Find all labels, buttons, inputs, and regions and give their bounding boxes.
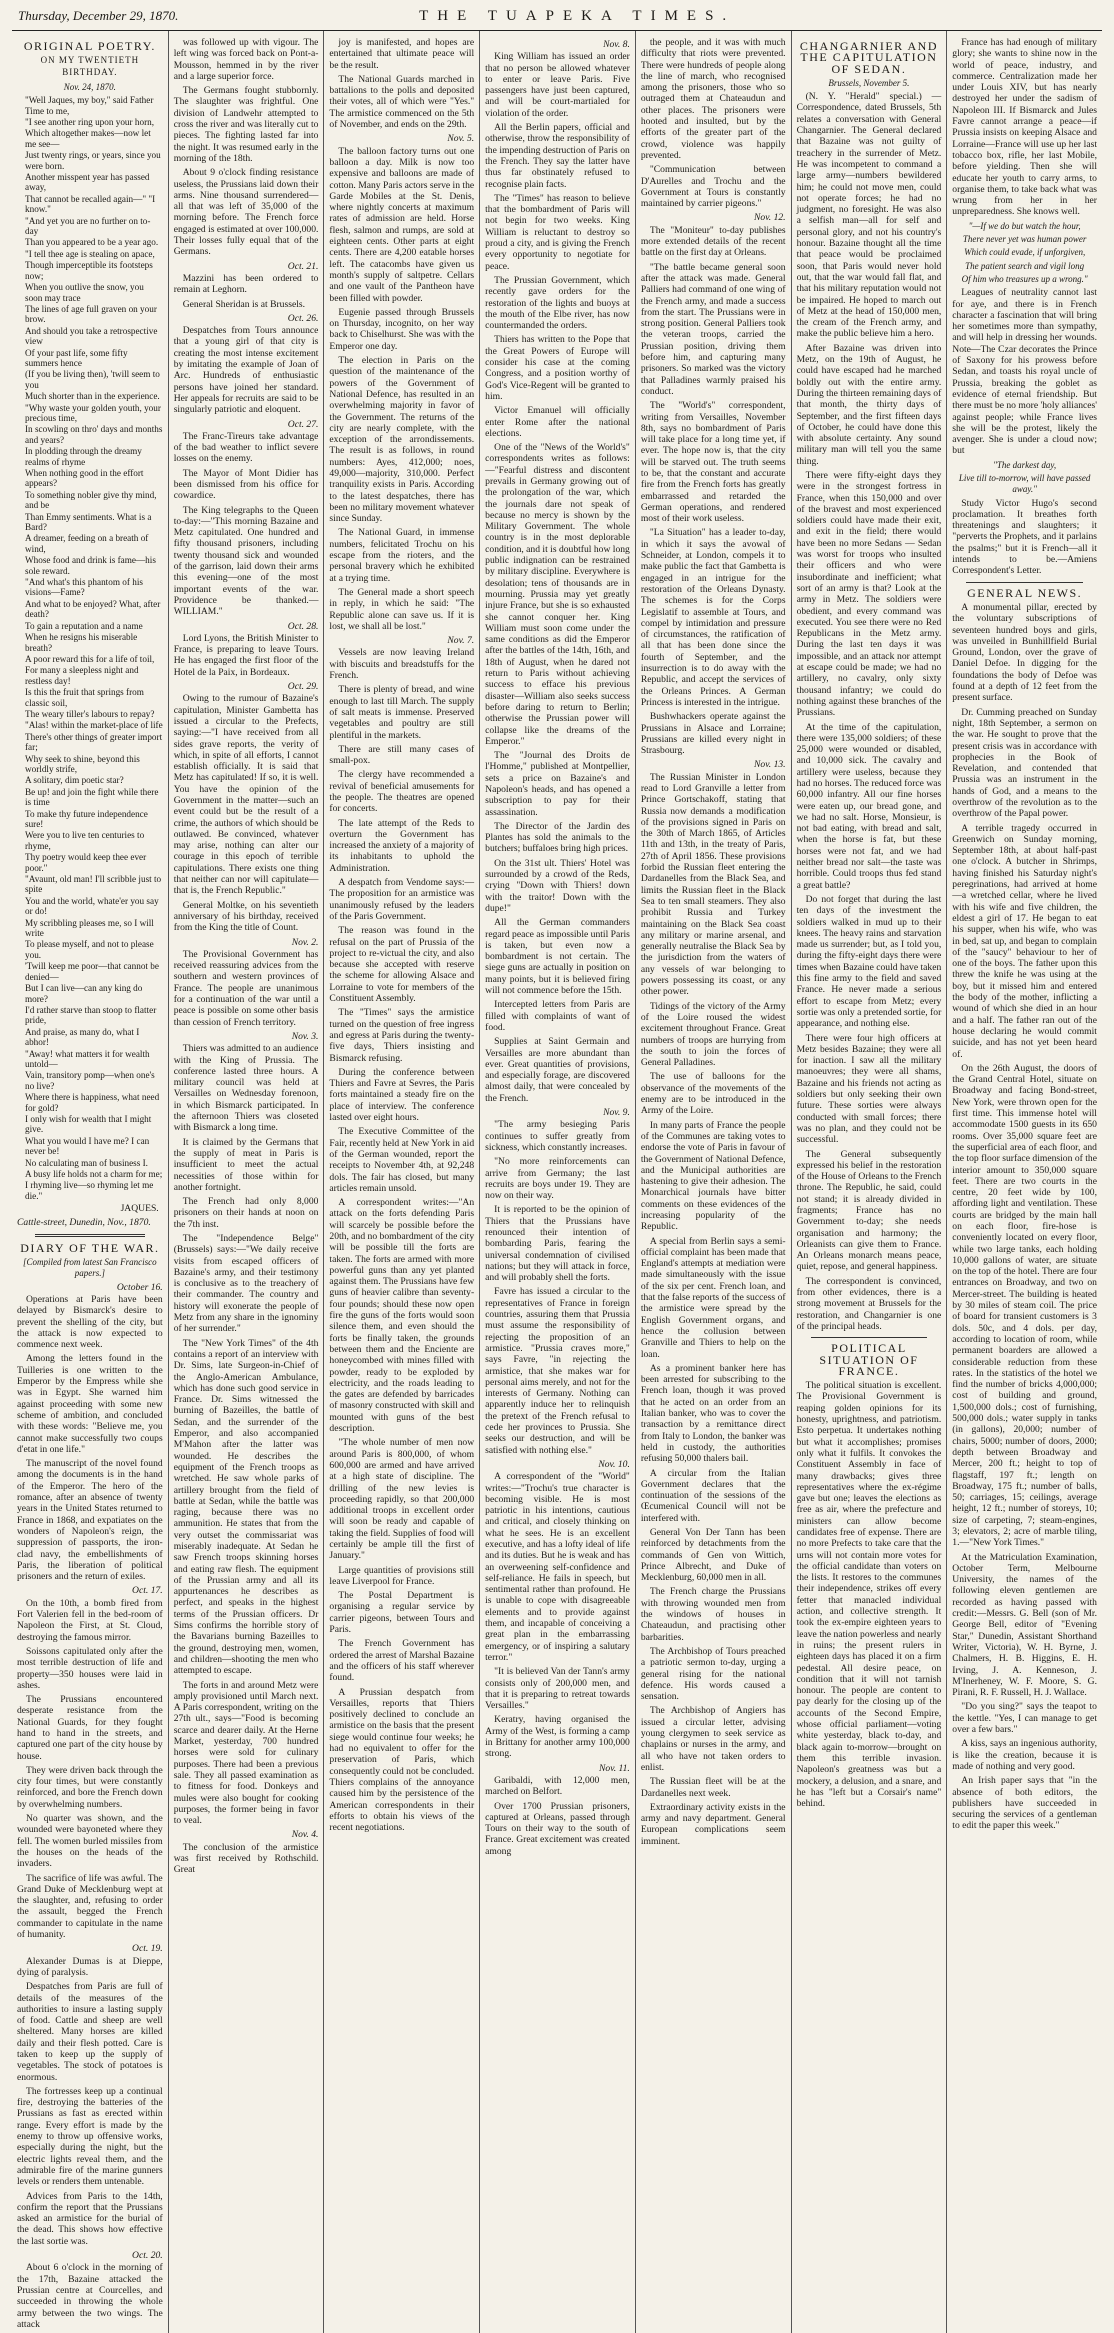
- article-paragraph: As a prominent banker here has been arrested for subscribing to the French loan, though it was proved that he acted on an order from an Italian banker, who was to cover the transaction by a remittance direct from Italy to London, the banker was held in custody, the authorities refusing 50,000 thalers bail.: [640, 1362, 786, 1465]
- article-paragraph: Tidings of the victory of the Army of the Loire roused the widest excitement throughout France. Great numbers of troops are hurrying from the south to join the forces of General Palladines.: [640, 1000, 786, 1069]
- poem-line: To make thy future independence sure!: [25, 808, 148, 829]
- changarnier-body: [797, 91, 942, 1332]
- poem-body: [17, 95, 163, 1201]
- poem-line: My scribbling pleases me, so I will write: [25, 917, 154, 939]
- poem-line: "Well Jaques, my boy," said Father Time to me,: [25, 95, 154, 116]
- article-paragraph: "The battle became general soon after the attack was made. General Palliers had command of one wing of the French army, and made a success from the start. The Prussians were in strong position. General Palliers took the veteran troops, carried the Prussian position, driving them before him, and capturing many prisoners. So marked was the victory that Palladines warmly praised his conduct.: [640, 261, 786, 397]
- article-paragraph: The Executive Committee of the Fair, recently held at New York in aid of the German wounded, report the receipts to November 4th, at 92,248 dols. The fair has closed, but many articles remain unsold.: [329, 1126, 475, 1194]
- column-3: [323, 31, 479, 2333]
- article-paragraph: A special from Berlin says a semi-official complaint has been made that England's attempts at mediation were made simultaneously with the issue of the six per cent. French loan, and that the false reports of the success of the armistice were spread by the English Government organs, and hence the collusion between Granville and Thiers to help on the loan.: [640, 1235, 786, 1360]
- article-paragraph: Advices from Paris to the 14th, confirm the report that the Prussians asked an armistice for the burial of the dead. This shows how effective the last sortie was.: [17, 2190, 163, 2247]
- article-paragraph: Vessels are now leaving Ireland with biscuits and breadstuffs for the French.: [329, 647, 475, 682]
- article-paragraph: An Irish paper says that "in the absence of both editors, the publishers have succeeded in securing the services of a gentleman to edit the paper this week.": [952, 1775, 1097, 1832]
- article-paragraph: The King telegraphs to the Queen to-day:—"This morning Bazaine and Metz capitulated. One hundred and fifty thousand prisoners, including twenty thousand sick and wounded of the garrison, laid down their arms this evening—one of the most important events of the war. Providence be thanked.—WILLIAM.": [173, 504, 319, 618]
- article-paragraph: The "Independence Belge" (Brussels) says:—"We daily receive visits from escaped officers of Bazaine's army, and their testimony is conclusive as to the treachery of their commander. The country and history will exonerate the people of Metz from any share in the ignominy of her surrender.": [173, 1232, 319, 1335]
- article-paragraph: The Germans fought stubbornly. The slaughter was frightful. One division of Landwehr attempted to cross the river and was literally cut to pieces. The fighting lasted far into the night. It was resumed early in the morning of the 18th.: [173, 85, 319, 164]
- article-paragraph: A circular from the Italian Government declares that the continuation of the sessions of the Œcumenical Council will not be interfered with.: [640, 1467, 786, 1524]
- article-paragraph: Supplies at Saint Germain and Versailles are more abundant than ever. Great quantities of provisions, and especially forage, are discovered almost daily, that were concealed by the French.: [485, 1036, 630, 1104]
- article-paragraph: The Mayor of Mont Didier has been dismissed from his office for cowardice.: [173, 467, 319, 502]
- article-paragraph: France has had enough of military glory; she wants to shine now in the world of peace, industry, and commerce. Centralization made her under Louis XIV, but has nearly destroyed her under the sadism of Napoleon III. If Bismarck and Jules Favre cannot arrange a peace—if Prussia insists on keeping Alsace and Lorraine—France will use up her last tobacco box, rifle, her last Mobile, before yielding. Then she will educate her youth to carry arms, to organise them, to take back what was wrung from her in her unpreparedness. She knows well.: [952, 37, 1097, 218]
- diary-source: [Compiled from latest San Francisco papers.]: [23, 1257, 157, 1279]
- general-news-heading: GENERAL NEWS.: [967, 585, 1083, 600]
- poem-line: I only wish for wealth that I might give.: [25, 1113, 152, 1135]
- article-paragraph: It is claimed by the Germans that the supply of meat in Paris is insufficient to meet the actual necessities of those within for another fortnight.: [173, 1136, 319, 1193]
- article-paragraph: They were driven back through the city four times, but were constantly reinforced, and bore the French down by overwhelming numbers.: [17, 1764, 163, 1810]
- article-paragraph: Mazzini has been ordered to remain at Leghorn.: [173, 272, 319, 296]
- article-paragraph: The "Times" has reason to believe that the bombardment of Paris will not begin for two weeks. King William is reluctant to destroy so proud a city, and is giving the French every opportunity to negotiate for peace.: [485, 192, 630, 272]
- article-paragraph: the people, and it was with much difficulty that riots were prevented. There were hundreds of people along the line of march, who recognised among the prisoners, those who so outraged them at Chateaudun and other places. The prisoners were hooted and insulted, but by the efforts of the greater part of the crowd, violence was happily prevented.: [640, 37, 786, 161]
- poem-line: To please myself, and not to please you.: [25, 939, 154, 960]
- poem-line: "Away! what matters it for wealth untold—: [25, 1048, 150, 1069]
- poem-line: You and the world, whate'er you say or do!: [25, 895, 159, 917]
- article-paragraph: The "Moniteur" to-day publishes more extended details of the recent battle on the first day at Orleans.: [640, 224, 786, 259]
- poem-line: I'd rather starve than stoop to flatter pride,: [25, 1004, 157, 1026]
- poem-line: The lines of age full graven on your brow.: [25, 303, 157, 325]
- article-paragraph: "It is believed Van der Tann's army consists only of 200,000 men, and that it is preparing to retreat towards Versailles.": [485, 1666, 630, 1712]
- article-paragraph: The fortresses keep up a continual fire, destroying the batteries of the Prussians as fast as erected within range. Every effort is made by the enemy to throw up offensive works, especially during the night, but the electric lights reveal them, and the admirable fire of the marine gunners levels or renders them untenable.: [17, 2085, 163, 2188]
- article-paragraph: After Bazaine was driven into Metz, on the 19th of August, he could have escaped had he marched boldly out with the entire army. During the thirteen remaining days of that month, the thirty days of September, and the first fifteen days of October, he could have done this with absolute certainty. Any sound military man will tell you the same thing.: [796, 342, 942, 467]
- poem-line: "Why waste your golden youth, your precious time,: [25, 402, 161, 423]
- poem-line: When you outlive the snow, you soon may trace: [25, 282, 144, 303]
- column-4: [479, 31, 635, 2333]
- poem-place: Cattle-street, Dunedin, Nov., 1870.: [17, 1216, 151, 1228]
- poem-title: ON MY TWENTIETH BIRTHDAY.: [40, 55, 140, 77]
- article-paragraph: Thiers was admitted to an audience with the King of Prussia. The conference lasted three hours. A military council was held at Versailles on Wednesday forenoon, in which Bismarck participated. In the afternoon Thiers was closeted with Bismarck a long time.: [173, 1043, 319, 1134]
- poem-line: A busy life holds not a charm for me;: [25, 1169, 163, 1179]
- article-paragraph: There are still many cases of small-pox.: [329, 743, 475, 767]
- entry-date: Nov. 2.: [291, 936, 319, 948]
- poem-line: Whose food and drink is fame—his sole reward.: [25, 555, 156, 576]
- changarnier-dateline: Brussels, November 5.: [828, 77, 910, 88]
- poem-line: Just twenty rings, or years, since you were born.: [25, 150, 161, 171]
- poem-line: Is this the fruit that springs from classic soil,: [25, 687, 144, 708]
- article-paragraph: The late attempt of the Reds to overturn the Government has increased the anxiety of a majority of its inhabitants to uphold the Administration.: [329, 817, 475, 874]
- poem-line: In plodding through the dreamy realms of rhyme: [25, 446, 142, 467]
- article-paragraph: The balloon factory turns out one balloon a day. Milk is now too expensive and balloons are made of cotton. Many Paris actors serve in the Garde Mobiles at the St. Denis, where nightly concerts at maximum rates of admission are held. Horse flesh, salmon and rumps, are sold at eighteen cents. Other parts at eight cents. There are 4,200 eatable horses left. The catacombs have given us month's supply of saltpetre. Cellars and one vault of the Pantheon have been filled with powder.: [329, 145, 475, 304]
- article-paragraph: About 9 o'clock finding resistance useless, the Prussians laid down their arms. Nine thousand surrendered—all that was left of 35,000 of the morning before. The French force engaged is estimated at over 100,000. Their losses fully equal that of the Germans.: [173, 167, 319, 258]
- poem-line: "Avaunt, old man! I'll scribble just to spite: [25, 874, 162, 895]
- article-paragraph: There were four high officers at Metz besides Bazaine; they were all for inaction. I saw all the military manoeuvres; they were all shams, Bazaine and his friends not acting as soldiers but only seeking their own future. These sorties were always conducted with small forces; there was no plan, and they could not be successful.: [796, 1032, 942, 1146]
- article-paragraph: At the time of the capitulation, there were 135,000 soldiers; of these 25,000 were wounded or disabled, and 10,000 sick. The cavalry and artillery were useless, because they had no horses. The reduced force was 60,000 infantry. All our fine horses were eaten up, our bread gone, and we had no salt. Horse, Monsieur, is not bad eating, with bread and salt, when the horse is fat, but these horses were not fat, and we had neither bread nor salt—the taste was horrible. Could troops thus fed stand a great battle?: [796, 721, 942, 891]
- article-paragraph: During the conference between Thiers and Favre at Sevres, the Paris forts maintained a steady fire on the place of interview. The conference lasted over eight hours.: [329, 1066, 475, 1124]
- article-paragraph: No quarter was shown, and the wounded were bayoneted where they fell. The women burled missiles from the houses on the heads of the invaders.: [17, 1813, 163, 1870]
- article-paragraph: In many parts of France the people of the Communes are taking votes to endorse the vote of Paris in favour of the Government of National Defence, and the Municipal authorities are hastening to give their adhesion. The Monarchical journals have bitter comments on these evidences of the increasing popularity of the Republic.: [640, 1119, 786, 1233]
- poem-line: Were you to live ten centuries to rhyme,: [25, 830, 145, 851]
- poem-line: "I see another ring upon your horn,: [25, 117, 155, 127]
- poem-line: Vain, transitory pomp—when one's no live?: [25, 1070, 155, 1091]
- article-paragraph: The Prussians encountered desperate resistance from the National Guards, for they fought hand to hand in the streets, and captured one part of the city house by house.: [17, 1694, 163, 1762]
- section-divider: [35, 1234, 145, 1237]
- article-paragraph: The Prussian Government, which recently gave orders for the restoration of the lights and buoys at the mouth of the Elbe river, has now countermanded the orders.: [485, 274, 630, 332]
- article-paragraph: Operations at Paris have been delayed by Bismarck's desire to prevent the shelling of the city, but the attack is now expected to commence next week.: [17, 1294, 163, 1351]
- column-7: [946, 31, 1102, 2333]
- article-paragraph: The correspondent is convinced, from other evidences, there is a strong movement at Brussels for the restoration, and Changarnier is one of the principal heads.: [796, 1275, 942, 1332]
- general-news-body: [952, 602, 1097, 1832]
- poem-line: Of your past life, some fifty summers hence: [25, 347, 128, 368]
- article-paragraph: Do not forget that during the last ten days of the investment the soldiers walked in mud up to their knees. The heavy rains and starvation made us surrender; but, as I told you, during the fifty-eight days there were times when Bazaine could have taken this fine army to the field and saved France. He never made a serious effort to escape from Metz; every sortie was only a pretended sortie, for appearance, and nothing else.: [796, 893, 942, 1030]
- quoted-verse: "The darkest day,: [993, 459, 1057, 470]
- changarnier-heading: CHANGARNIER AND THE CAPITULATION OF SEDAN.: [799, 39, 938, 76]
- article-paragraph: There were fifty-eight days they were in the strongest fortress in France, when this 150,000 and over of the bravest and most experienced soldiers could have made their exit, and exit in the field; there would have been no more Sedans — Sedan was worst for troops who insulted their officers and who were insubordinate and inefficient; what sort of an army is that? Look at the army in Metz. The soldiers were obedient, and every command was executed. You see there were no Red Republicans in the Metz army. During the last ten days it was impossible, and an attack nor attempt at escape could be made; we had no artillery, no cavalry, only sixty thousand infantry; we could do nothing against these branches of the Prussians.: [796, 469, 942, 719]
- entry-date: Oct. 27.: [287, 418, 319, 430]
- diary-body-cont: [174, 37, 319, 1876]
- poem-line: But I can live—can any king do more?: [25, 983, 143, 1004]
- article-paragraph: The Archbishop of Angiers has issued a circular letter, advising young clergymen to seek service as chaplains or nurses in the army, and all who have not taken orders to enlist.: [640, 1705, 786, 1773]
- poem-line: And praise, as many do, what I abhor!: [25, 1026, 140, 1048]
- entry-date: Oct. 28.: [287, 620, 319, 632]
- article-paragraph: The Provisional Government has received reassuring advices from the southern and western provinces of France. The people are unanimous for a continuation of the war until a peace is possible on some other basis than cession of French territory.: [173, 948, 319, 1028]
- entry-date: Nov. 5.: [447, 133, 475, 145]
- poem-line: Thy poetry would keep thee ever poor.": [25, 852, 147, 873]
- article-paragraph: The National Guards marched in battalions to the polls and deposited their votes, all of which were "Yes." The armistice commenced on the 5th of November, and ends on the 29th.: [329, 73, 475, 131]
- article-paragraph: There is plenty of bread, and wine enough to last till March. The supply of salt meats is immense. Preserved vegetables and poultry are still plentiful in the markets.: [329, 684, 475, 741]
- article-paragraph: A kiss, says an ingenious authority, is like the creation, because it is made of nothing and very good.: [952, 1738, 1097, 1772]
- quoted-verse: Of him who treasures up a wrong.": [961, 273, 1088, 284]
- article-paragraph: On the 31st ult. Thiers' Hotel was surrounded by a crowd of the Reds, crying "Down with Thiers! down with the traitor! Down with the dupe!": [485, 857, 630, 914]
- poem-line: No calculating man of business I.: [25, 1157, 148, 1168]
- article-paragraph: The French Government has ordered the arrest of Marshal Bazaine and the officers of his staff wherever found.: [329, 1638, 475, 1684]
- poem-line: Much shorter than in the experience.: [25, 391, 160, 402]
- poem-line: "Alas! within the market-place of life: [25, 720, 163, 731]
- article-paragraph: On the 26th August, the doors of the Grand Central Hotel, situate on Broadway and facing Bond-street, New York, were thrown open for the first time. This immense hotel will accommodate 1500 guests in its 650 rooms. Over 35,000 square feet are the superficial area of each floor, and the top floor surface dimension of the interior amount to 350,000 square feet. There are two courts in the centre, 20 feet wide by 100, affording light and ventilation. These courts are bridged by the main hall on each floor, fire-hose is conveniently located on every floor, while two large tanks, each holding 10,000 gallons of water, are situate on the top of the hotel. There are four entrances on Broadway, and two on Mercer-street. The building is heated by 30 miles of steam coil. The price of board for transient customers is 3 dols. 50c, and 4 dols. per day, according to location of room, while permanent boarders are allowed a considerable reduction from these rates. In the statistics of the hotel we find the number of bricks 4,000,000; cost of building and ground, 1,500,000 dols.; cost of furnishing, 500,000 dols.; water supply in tanks (in gallons), 20,000; number of chairs, 5000; number of doors, 2000; depth between Broadway and Mercer, 200 ft.; height to top of flagstaff, 197 ft.; length on Broadway, 175 ft.; number of balls, 50; carriages, 15; ceilings, average height, 12 ft.; number of storeys, 10; size of carpeting, 7; steam-engines, 3; elevators, 2; acre of marble tiling, 1.—"New York Times.": [952, 1062, 1097, 1549]
- article-paragraph: A despatch from Vendome says:—The proposition for an armistice was unanimously refused by the leaders of the Paris Government.: [329, 877, 475, 922]
- article-paragraph: "The whole number of men now around Paris is 800,000, of whom 600,000 are armed and have arrived at a high state of discipline. The drilling of the new levies is proceeding rapidly, so that 200,000 additional troops in excellent order will soon be ready and capable of taking the field. Supplies of food will certainly be ample till the first of January.": [329, 1437, 475, 1562]
- article-paragraph: Dr. Cumming preached on Sunday night, 18th September, a sermon on the war. He sought to prove that the present crisis was in accordance with prophecies in the Book of Revelation, and contended that Prussia was an instrument in the hands of God, and a means to the overthrow of the revolution as to the overthrow of the Papal power.: [952, 706, 1097, 820]
- article-paragraph: The National Guard, in immense numbers, felicitated Trochu on his escape from the rioters, and the personal bravery which he exhibited at a trying time.: [329, 527, 475, 584]
- diary-body: [17, 1282, 163, 2330]
- poem-line: (If you be living then), 'twill seem to you: [25, 369, 160, 390]
- poem-line: And what to be enjoyed? What, after death?: [25, 598, 161, 620]
- poem-date: Nov. 24, 1870.: [63, 81, 116, 92]
- article-paragraph: was followed up with vigour. The left wing was forced back on Pont-a-Mousson, hemmed in by the river and a large superior force.: [173, 37, 319, 82]
- diary-body-cont: [329, 37, 474, 1833]
- article-paragraph: Intercepted letters from Paris are filled with complaints of want of food.: [485, 999, 630, 1033]
- article-paragraph: "Do you sing?" says the teapot to the kettle. "Yes, I can manage to get over a few bars.": [952, 1701, 1097, 1736]
- article-paragraph: Owing to the rumour of Bazaine's capitulation, Minister Gambetta has issued a circular to the Prefects, saying:—"I have received from all sides grave reports, the verity of which, in spite of all efforts, I cannot establish officially. It is said that Metz has capitulated! If so, it is well. You have the opinion of the Government in the matter—such an event could but be the result of a crime, the authors of which should be outlawed. Be convinced, whatever may arise, nothing can alter our courage in this epoch of terrible capitulations. There exists one thing that neither can nor will capitulate—that is, the French Republic.": [173, 693, 319, 897]
- article-paragraph: (N. Y. "Herald" special.) — Correspondence, dated Brussels, 5th relates a conversation with General Changarnier. The General declared that Bazaine was not guilty of treachery in the surrender of Metz. He was incompetent to command a large army—numbers bewildered him; he could not move men, could not operate forces; he had no judgment, no foresight. He was also a selfish man—all for self and personal glory, and not his country's honour. Bazaine thought all the time that peace would be proclaimed soon, that Paris would never hold out, that the war would fall flat, and that his military reputation would not be impaired. He hoped to march out of Metz at the head of 150,000 men, the cream of the French army, and make the public believe him a hero.: [796, 91, 942, 340]
- poem-line: A dreamer, feeding on a breath of wind,: [25, 533, 149, 554]
- article-paragraph: The General made a short speech in reply, in which he said: "The Republic alone can save us. If it is lost, we shall all be lost.": [329, 586, 475, 632]
- poem-line: The weary tiller's labours to repay?: [25, 708, 155, 719]
- article-paragraph: On the 10th, a bomb fired from Fort Valerien fell in the bed-room of Napoleon the First, at St. Cloud, destroying the famous mirror.: [17, 1597, 163, 1643]
- newspaper-page: [12, 0, 1102, 2330]
- diary-body-cont: [641, 37, 786, 1847]
- entry-date: October 16.: [116, 1281, 163, 1293]
- poem-line: To gain a reputation and a name: [25, 620, 143, 631]
- article-paragraph: General Moltke, on his seventieth anniversary of his birthday, received from the King the title of Count.: [173, 899, 319, 934]
- article-paragraph: The Franc-Tireurs take advantage of the bad weather to inflict severe losses on the enemy.: [173, 430, 319, 465]
- article-paragraph: The Postal Department is organising a regular service by carrier pigeons, between Tours and Paris.: [329, 1590, 475, 1636]
- article-paragraph: The election in Paris on the question of the maintenance of the powers of the Government of National Defence, has resulted in an overwhelming majority in favor of the Government. The returns of the city are nearly complete, with the exception of the arrondissements. The result is as follows, in round numbers: Ayes, 412,000; noes, 49,000—majority, 310,000. Perfect tranquility exists in Paris. According to the latest despatches, there has been no military movement whatever since Sunday.: [329, 355, 475, 525]
- article-paragraph: Victor Emanuel will officially enter Rome after the national elections.: [485, 405, 630, 439]
- article-paragraph: joy is manifested, and hopes are entertained that ultimate peace will be the result.: [329, 37, 475, 71]
- diary-heading: DIARY OF THE WAR.: [20, 1240, 160, 1255]
- entry-date: Oct. 21.: [287, 260, 319, 272]
- poem-line: Than Emmy sentiments. What is a Bard?: [25, 511, 152, 533]
- article-paragraph: Despatches from Paris are full of details of the measures of the authorities to insure a lasting supply of food. Cattle and sheep are well sheltered. Many horses are killed daily and their flesh potted. Care is taken to keep up the supply of vegetables. The stock of potatoes is enormous.: [17, 1981, 163, 2083]
- article-paragraph: The General subsequently expressed his belief in the restoration of the House of Orleans to the French throne. The Republic, he said, could not stand; it is already divided in fragments; France has no Government to-day; she needs organisation and harmony; the Orleanists can give them to France. An Orleans monarch means peace, quiet, repose, and general happiness.: [796, 1148, 942, 1273]
- article-paragraph: Eugenie passed through Brussels on Thursday, incognito, on her way back to Chiselhurst. She was with the Emperor one day.: [329, 306, 475, 352]
- article-paragraph: Despatches from Tours announce that a young girl of that city is creating the most intense excitement by imitating the example of Joan of Arc. Hundreds of enthusiastic persons have joined her standard. Her appeals for recruits are said to be singularly patriotic and eloquent.: [173, 325, 319, 416]
- poem-line: A poor reward this for a life of toil,: [25, 653, 155, 664]
- article-paragraph: Soissons capitulated only after the most terrible destruction of life and property—350 houses were laid in ashes.: [17, 1645, 163, 1691]
- article-paragraph: King William has issued an order that no person be allowed whatever to enter or leave Paris. Five passengers have just been captured, and will be court-martialed for violation of the order.: [485, 51, 630, 119]
- issue-date: Thursday, December 29, 1870.: [18, 8, 179, 23]
- entry-date: Oct. 26.: [287, 312, 319, 324]
- article-paragraph: The French had only 8,000 prisoners on their hands at noon on the 7th inst.: [173, 1196, 319, 1230]
- article-paragraph: "La Situation" has a leader to-day, in which it says the avowal of Schneider, at London, compels it to make public the fact that Gambetta is engaged in an intrigue for the restoration of the Orleans Dynasty. The schemes is for the Corps Legislatif to assemble at Tours, and compel by intimidation and pressure of circumstances, the ratification of all that has been done since the fourth of September, and the insurrection is to do away with the Republic, and accept the services of the Orleans Princes. A German Princess is interested in the intrigue.: [640, 527, 786, 708]
- article-paragraph: The "Journal des Droits de l'Homme," published at Montpellier, sets a price on Bazaine's and Napoleon's heads, and has opened a subscription to pay for their assassination.: [485, 750, 630, 818]
- poem-line: A solitary, dim poetic star?: [25, 775, 124, 786]
- article-paragraph: Study Victor Hugo's second proclamation. It breathes forth threatenings and slaughters; it "perverts the Prophets, and it parlains the psalms;" but it is French—all it intends to be.—Amiens Correspondent's Letter.: [952, 497, 1097, 577]
- article-paragraph: The "New York Times" of the 4th contains a report of an interview with Dr. Sims, late Surgeon-in-Chief of the Anglo-American Ambulance, which has done such good service in France. Dr. Sims witnessed the burning of Bazeilles, the battle of Sedan, and the surrender of the Emperor, and also accompanied M'Mahon after the latter was wounded. He describes the equipment of the French troops as wretched. He saw whole parks of artillery brought from the field of battle at Sedan, while the battle was raging, because there was no ammunition. He states that from the very outset the commissariat was miserably inadequate. At Sedan he saw French troops skinning horses and eating raw flesh. The equipment of the Prussian army and all its appurtenances he describes as perfect, and speaks in the highest terms of the Prussian officers. Dr Sims confirms the horrible story of the Bavarians burning Bazeilles to the ground, destroying men, women, and children—shooting the men who attempted to escape.: [173, 1337, 319, 1677]
- entry-date: Nov. 12.: [754, 212, 786, 224]
- article-paragraph: Lord Lyons, the British Minister to France, is preparing to leave Tours. He has engaged the first floor of the Hotel de la Paix, in Bordeaux.: [173, 632, 319, 678]
- article-paragraph: All the German commanders regard peace as impossible until Paris is taken, but even now a bombardment is not certain. The siege guns are actually in position on many points, but it is believed firing will not commence before the 15th.: [485, 917, 630, 997]
- article-paragraph: All the Berlin papers, official and otherwise, throw the responsibility of the impending destruction of Paris on the French. They say the latter have thus far obstinately refused to recognise plain facts.: [485, 122, 630, 190]
- poem-line: When nothing good in the effort appears?: [25, 468, 144, 489]
- quoted-verse: Live till to-morrow, will have passed away.": [958, 472, 1091, 495]
- diary-body-cont: [485, 39, 630, 1857]
- article-paragraph: The Russian Minister in London read to Lord Granville a letter from Prince Gortschakoff, stating that Russia now demands a modification of the provisions signed in Paris on the 30th of March 1865, of Articles 11th and 13th, in the treaty of Paris, 27th of April 1856. These provisions forbid the Russian fleet entering the Dardanelles from the Black Sea, and limits the Russian fleet in the Black Sea to ten small steamers. They also prohibit Russia and Turkey maintaining on the Black Sea coast any military or marine arsenal, and generally neutralise the Black Sea by the jurisdiction from the waters of any vessels of war belonging to powers possessing its coast, or any other power.: [640, 771, 786, 998]
- article-paragraph: General Sheridan is at Brussels.: [182, 298, 305, 310]
- poem-line: Though imperceptible its footsteps now;: [25, 260, 153, 281]
- article-paragraph: The conclusion of the armistice was first received by Rothschild. Great: [173, 1841, 319, 1876]
- article-paragraph: The use of balloons for the observance of the movements of the enemy are to be introduced in the Army of the Loire.: [640, 1071, 786, 1117]
- article-paragraph: The forts in and around Metz were amply provisioned until March next. A Paris correspondent, writing on the 27th ult., says—"Food is becoming scarce and dearer daily. At the Herne Market, yesterday, 700 hundred horses were sold for culinary purposes. There had been a previous sale. They all passed examination as to fitness for food. Donkeys and mules were also bought for cooking purposes, the former being in favor to veal.: [173, 1679, 319, 1827]
- poem-line: Be up! and join the fight while there is time: [25, 786, 159, 808]
- newspaper-title: THE TUAPEKA TIMES.: [419, 8, 736, 24]
- entry-date: Nov. 13.: [754, 759, 786, 771]
- poem-line: "And what's this phantom of his visions—Fame?: [25, 577, 143, 598]
- article-paragraph: The reason was found in the refusal on the part of Prussia of the project to re-victual the city, and also because she accepted with reserve the scheme for allowing Alsace and Lorraine to vote for members of the Constituent Assembly.: [329, 925, 475, 1005]
- article-paragraph: A monumental pillar, erected by the voluntary subscriptions of seventeen hundred boys and girls, was unveiled in Bunhillfield Burial Ground, London, over the grave of Daniel Defoe. In digging for the foundations the body of Defoe was found at a depth of 12 feet from the present surface.: [952, 601, 1097, 704]
- section-divider: [811, 1337, 928, 1338]
- quoted-verse: Which could evade, if unforgiven,: [964, 247, 1086, 258]
- quoted-verse: "—If we do but watch the hour,: [968, 220, 1081, 231]
- entry-date: Nov. 8.: [603, 39, 630, 50]
- poem-line: For many a sleepless night and restless day!: [25, 665, 139, 686]
- entry-date: Nov. 4.: [291, 1829, 319, 1841]
- article-paragraph: Alexander Dumas is at Dieppe, dying of paralysis.: [17, 1955, 163, 1978]
- column-2: [168, 31, 324, 2333]
- article-paragraph: "The army besieging Paris continues to suffer greatly from sickness, which constantly increases.: [485, 1119, 630, 1153]
- masthead: [12, 8, 1102, 28]
- section-divider: [966, 582, 1083, 583]
- article-paragraph: Bushwhackers operate against the Prussians in Alsace and Lorraine; Prussians are killed every night in Strasbourg.: [640, 711, 786, 757]
- entry-date: Oct. 17.: [132, 1585, 163, 1597]
- article-paragraph: The Director of the Jardin des Plantes has sold the animals to the butchers; buffaloes bring high prices.: [485, 820, 630, 855]
- article-paragraph: A Prussian despatch from Versailles, reports that Thiers positively declined to conclude an armistice on the basis that the present siege would continue four weeks; he had no equivalent to offer for the preservation of Paris, which consequently could not be concluded. Thiers complains of the annoyance caused him by the persistence of the American correspondents in their efforts to obtain his views of the recent negotiations.: [329, 1686, 475, 1834]
- article-paragraph: Keratry, having organised the Army of the West, is forming a camp in Brittany for another army 100,000 strong.: [485, 1714, 630, 1760]
- poem-signature: JAQUES.: [120, 1203, 159, 1215]
- political-body-cont: [952, 37, 1097, 577]
- article-paragraph: Extraordinary activity exists in the army and navy department. General European complications seem imminent.: [640, 1801, 786, 1847]
- entry-date: Oct. 19.: [132, 1943, 163, 1955]
- poem-line: What you would I have me? I can never be!: [25, 1135, 150, 1157]
- poem-line: There's other things of greater import far;: [25, 731, 163, 753]
- article-paragraph: One of the "News of the World's" correspondents writes as follows:—"Fearful distress and discontent prevails in Germany growing out of the prolongation of the war, which the journals dare not speak of because no mercy is shown by the Military Government. The whole country is in the most deplorable condition, and it is doubtful how long public indignation can be restrained by military discipline. Everywhere is desolation; tens of thousands are in mourning. Prussia may yet greatly injure France, but she is so exhausted she cannot conquer her. King William must soon come under the same conditions as did the Emperor after the battles of the 14th, 16th, and 18th of August, when he dared not return to Paris without achieving success to efface his previous disaster—William also seeks success before daring to return to Berlin; otherwise the Prussian power will collapse like the dreams of the Emperor.": [485, 442, 630, 747]
- article-paragraph: The clergy have recommended a revival of beneficial amusements for the people. The theatres are opened for concerts.: [329, 769, 475, 815]
- column-1: [12, 31, 168, 2333]
- entry-date: Nov. 9.: [603, 1107, 630, 1119]
- poem-line: In scowling on thro' days and months and years?: [25, 424, 163, 445]
- article-paragraph: "Communication between D'Aurelles and Trochu and the Government at Tours is constantly maintained by carrier pigeons.": [640, 164, 786, 210]
- poem-line: Why seek to shine, beyond this worldly strife,: [25, 753, 140, 774]
- article-paragraph: Favre has issued a circular to the representatives of France in foreign countries, assuring them that Prussia must assume the responsibility of rejecting the proposition of an armistice. "Prussia craves more," says Favre, "in rejecting the armistice, that she makes war for personal aims merely, and not for the interests of Germany. Nothing can apparently induce her to relinquish the pretext of the French refusal to cede her provinces to Prussia. She seeks our destruction, and will be satisfied with nothing else.": [485, 1286, 630, 1456]
- poem-line: Another misspent year has passed away,: [25, 172, 150, 193]
- poem-line: That cannot be recalled again—" "I know.": [25, 193, 156, 215]
- article-paragraph: Thiers has written to the Pope that the Great Powers of Europe will consider his case at the coming Congress, and a position worthy of God's Vice-Regent will be granted to him.: [485, 334, 630, 402]
- article-paragraph: A correspondent writes:—"An attack on the forts defending Paris will scarcely be possible before the 20th, and no bombardment of the city will be possible till the forts are taken. The forts are armed with more powerful guns than any yet planted against them. The Prussians have few guns of heavier calibre than seventy-four pounds; should these now open fire the guns of the forts would soon silence them, and even should the forts be finally taken, the grounds between them and the Enciente are honeycombed with mines filled with powder, ready to be exploded by electricity, and the roads leading to the gates are defended by barricades of masonry constructed with skill and mounted with guns of the best description.: [329, 1197, 475, 1435]
- poem-line: When he resigns his miserable breath?: [25, 632, 138, 653]
- entry-date: Oct. 20.: [132, 2250, 163, 2262]
- article-paragraph: The political situation is excellent. The Provisional Government is reaping golden opinions for its honesty, uprightness, and patriotism. Esto perpetua. It undertakes nothing but what it accomplishes; promises only what it fulfils. It convokes the Constituent Assembly in face of many drawbacks; gives three representatives where the ex-régime gave but one; leaves the elections as free as air, where the prefecture and ministers can allow become candidates free of expense. There are no more Prefects to take care that the urns will not contain more votes for the official candidate than voters on the lists. It restores to the communes their independence, strikes off every fetter that manacled individual action, and collective strength. It took the ex-empire eighteen years to leave the nation powerless and nearly in ruins; the present rulers in eighteen days has placed it on a firm pedestal. All desire peace, on condition that it will not tarnish honour. The people are content to pay dearly for the closing up of the accounts of the Second Empire, whose official parliament—voting white yesterday, black to-day, and black again to-morrow—brought on them this terrible invasion. Napoleon's greatness was but a mockery, a delusion, and a snare, and he has "left but a Corsair's name" behind.: [796, 1380, 942, 1810]
- poem-line: I rhyming live—so rhyming let me die.": [25, 1180, 154, 1201]
- poem-line: Which altogether makes—now let me see—: [25, 128, 151, 149]
- poem-line: To something nobler give thy mind, and be: [25, 489, 157, 511]
- article-paragraph: Leagues of neutrality cannot last for aye, and there is in French character a fascination that will bring her sometimes more than sympathy, and will help in dressing her wounds. Note—The Czar decorates the Prince of Saxony for his prowess before Sedan, and toasts his royal uncle of Prussia, breaking the goblet as evidence of eternal friendship. But there must be no more 'holy alliances' against people; while France lives she will be the protest, likely the avenger. She is under a cloud now; but: [952, 287, 1097, 457]
- political-body: [797, 1380, 942, 1809]
- article-paragraph: Large quantities of provisions still leave Liverpool for France.: [329, 1564, 475, 1587]
- political-heading: POLITICAL SITUATION OF FRANCE.: [819, 1341, 919, 1378]
- entry-date: Nov. 11.: [599, 1762, 630, 1774]
- entry-date: Oct. 29.: [287, 681, 319, 693]
- article-paragraph: The manuscript of the novel found among the documents is in the hand of the Emperor. The hero of the romance, after an absence of twenty years in the United States returned to France in 1868, and expatiates on the wonders of Napoleon's reign, the suppression of passports, the iron-clad navy, the embellishments of Paris, the liberation of political prisoners and the return of exiles.: [17, 1458, 163, 1583]
- article-paragraph: The Russian fleet will be at the Dardanelles next week.: [640, 1776, 786, 1799]
- article-paragraph: Among the letters found in the Tuilleries is one written to the Emperor by the Empress while she was in Egypt. She warned him against proceeding with some new scheme of ambition, and concluded with these words: "Believe me, you cannot make successfully two coups d'etat in one life.": [17, 1353, 163, 1455]
- poem-line: 'Twill keep me poor—that cannot be denied—: [25, 961, 159, 982]
- article-paragraph: "No more reinforcements can arrive from Germany; the last recruits are boys under 19. They are now on their way.: [485, 1156, 630, 1202]
- entry-date: Nov. 7.: [447, 635, 475, 647]
- column-5: [635, 31, 791, 2333]
- article-paragraph: Over 1700 Prussian prisoners, captured at Orleans, passed through Tours on their way to the south of France. Great excitement was created among: [485, 1800, 630, 1857]
- article-paragraph: It is reported to be the opinion of Thiers that the Prussians have renounced their intention of bombarding Paris, fearing the universal condemnation of civilised nations; but they will attack in force, and will probably shell the forts.: [485, 1204, 630, 1284]
- article-paragraph: The "World's" correspondent, writing from Versailles, November 8th, says no bombardment of Paris will take place for a long time yet, if ever. The hope now is, that the city will be starved out. The truth seems to be, that the constant and accurate fire from the French forts has greatly embarrassed and retarded the German operations, and rendered most of their work useless.: [640, 400, 786, 525]
- poem-line: And should you take a retrospective view: [25, 325, 158, 347]
- poetry-heading: ORIGINAL POETRY.: [23, 39, 156, 53]
- article-paragraph: The sacrifice of life was awful. The Grand Duke of Mecklenburg wept at the slaughter, and, refusing to order the assault, begged the French commander to capitulate in the name of humanity.: [17, 1872, 163, 1941]
- article-paragraph: A correspondent of the "World" writes:—"Trochu's true character is becoming visible. He is most patriotic in his intentions, cautious and critical, and closely thinking on what he sees. He is an excellent executive, and has a lofty ideal of life and its duties. But he is weak and has an overweening self-confidence and self-reliance. He fails in speech, but sentimental rather than profound. He is unable to cope with disagreeable elements and to provide against them, and incapable of conceiving a great plan in the embarrassing emergency, or of inspiring a salutary terror.": [485, 1471, 630, 1663]
- article-paragraph: Garibaldi, with 12,000 men, marched on Belfort.: [485, 1774, 630, 1798]
- poem-line: Where there is happiness, what need for gold?: [25, 1092, 160, 1113]
- article-paragraph: About 6 o'clock in the morning of the 17th, Bazaine attacked the Prussian centre at Courcelles, and succeeded in throwing the whole army between the two wings. The attack: [17, 2262, 163, 2330]
- entry-date: Nov. 10.: [598, 1458, 630, 1470]
- article-paragraph: The French charge the Prussians with throwing wounded men from the windows of houses in Chateaudun, and practising other barbarities.: [640, 1586, 786, 1643]
- poem-line: Than you appeared to be a year ago.: [25, 237, 159, 248]
- quoted-verse: The patient search and vigil long: [965, 260, 1085, 271]
- column-6: [791, 31, 947, 2333]
- poem-line: "And yet you are no further on to-day: [25, 215, 151, 237]
- columns: [12, 31, 1102, 2330]
- poem-line: "I tell thee age is stealing on apace,: [25, 248, 155, 259]
- quoted-verse: There never yet was human power: [962, 234, 1087, 245]
- article-paragraph: The Archbishop of Tours preached a patriotic sermon to-day, urging a general rising for the national defence. His words caused a sensation.: [640, 1645, 786, 1703]
- entry-date: Nov. 3.: [291, 1030, 319, 1042]
- article-paragraph: At the Matriculation Examination, October Term, Melbourne University, the names of the following eleven gentlemen are recorded as having passed with credit:—Messrs. G. Bell (son of Mr. George Bell, editor of "Evening Star," Dunedin, Assistant Shorthand Writer, Victoria), W. H. Byrne, J. Chalmers, H. B. Higgins, E. H. Irving, J. A. Kenneson, J. M'Inerheney, W. F. Moore, S. G. Pirani, R. F. Russell, H. J. Wallace.: [952, 1551, 1097, 1699]
- article-paragraph: The "Times" says the armistice turned on the question of free ingress and egress at Paris during the twenty-five days, Thiers insisting and Bismarck refusing.: [329, 1007, 475, 1064]
- article-paragraph: A terrible tragedy occurred in Greenwich on Sunday morning, September 18th, at about half-past one o'clock. A butcher in Shrimps, having finished his Saturday night's peregrinations, had arrived at home—a wretched cellar, where he lived with his wife and five children, the eldest a girl of 17. He began to eat his supper, when his wife, who was in bed, sat up, and began to complain of the "saucy" behaviour to her of one of the boys. The father upon this threw the knife he was using at the boy, but it missed him and entered the body of the mother, inflicting a wound of which she died in an hour and a half. The father ran out of the house declaring he would commit suicide, and has not yet been heard of.: [952, 822, 1097, 1060]
- article-paragraph: General Von Der Tann has been reinforced by detachments from the commands of Gen von Wittich, Prince Albrecht, and Duke of Mecklenburg, 60,000 men in all.: [640, 1527, 786, 1584]
